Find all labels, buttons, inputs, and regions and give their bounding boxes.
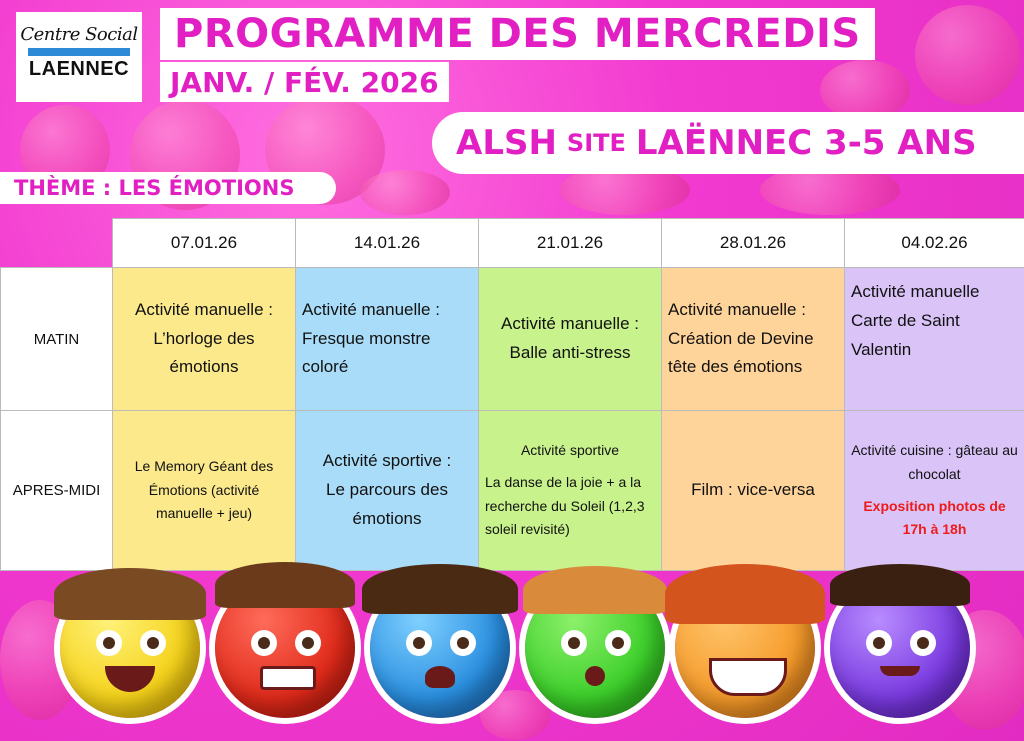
activity-cell <box>845 268 1024 411</box>
activity-type: Activité manuelle : <box>302 299 440 319</box>
activity-title: Création de Devine tête des émotions <box>668 328 814 377</box>
activity-title: Activité cuisine : gâteau au chocolat <box>851 441 1018 482</box>
date-header: 21.01.26 <box>479 219 662 268</box>
activity-cell <box>113 411 296 571</box>
logo-line2: LAENNEC <box>28 58 130 80</box>
disgust-face-icon <box>525 578 665 718</box>
site-banner <box>432 112 1024 174</box>
logo-bar <box>28 48 130 56</box>
background-emoji-bubble <box>915 5 1020 105</box>
subtitle-banner <box>160 62 449 102</box>
table-row-matin <box>1 268 1024 411</box>
activity-cell <box>296 411 479 571</box>
centre-social-logo <box>16 12 142 102</box>
date-header: 28.01.26 <box>662 219 845 268</box>
page-title: PROGRAMME DES MERCREDIS <box>174 11 861 57</box>
activity-title: Film : vice-versa <box>691 480 815 500</box>
site-name: LAËNNEC 3-5 ANS <box>635 123 977 163</box>
activity-title: Carte de Saint Valentin <box>851 310 960 359</box>
anger-face-icon <box>215 578 355 718</box>
theme-label: THÈME : LES ÉMOTIONS <box>14 176 295 200</box>
logo-line1: Centre Social <box>20 24 138 45</box>
row-label-apres-midi: APRES-MIDI <box>1 411 113 571</box>
sadness-face-icon <box>370 578 510 718</box>
exhibition-note: Exposition photos de 17h à 18h <box>863 497 1006 538</box>
activity-cell <box>296 268 479 411</box>
emotion-characters <box>0 566 1024 741</box>
activity-cell <box>662 411 845 571</box>
date-header: 14.01.26 <box>296 219 479 268</box>
background-emoji-bubble <box>820 60 910 120</box>
activity-type: Activité sportive : <box>322 451 452 471</box>
joy-face-icon <box>60 578 200 718</box>
title-banner <box>160 8 875 60</box>
fear-face-icon <box>830 578 970 718</box>
table-header-row <box>1 219 1024 268</box>
activity-type: Activité sportive <box>520 441 620 458</box>
activity-title: Le parcours des émotions <box>326 480 448 528</box>
laugh-face-icon <box>675 578 815 718</box>
theme-banner <box>0 172 336 204</box>
site-alsh: ALSH <box>456 123 557 163</box>
activity-type: Activité manuelle : <box>135 299 273 319</box>
date-header: 07.01.26 <box>113 219 296 268</box>
activity-type: Activité manuelle : <box>501 314 639 334</box>
activity-cell <box>662 268 845 411</box>
activity-title: L’horloge des émotions <box>153 328 255 377</box>
background-emoji-bubble <box>360 170 450 215</box>
row-label-matin: MATIN <box>1 268 113 411</box>
activity-type: Activité manuelle : <box>668 299 806 319</box>
activity-title: Fresque monstre coloré <box>302 328 431 377</box>
table-corner <box>1 219 113 268</box>
activity-title: Balle anti-stress <box>509 343 631 362</box>
site-word: SITE <box>566 129 626 157</box>
page-subtitle: JANV. / FÉV. 2026 <box>170 65 439 99</box>
activity-cell <box>479 268 662 411</box>
date-header: 04.02.26 <box>845 219 1024 268</box>
table-row-apres-midi <box>1 411 1024 571</box>
activity-type: Activité manuelle <box>851 282 980 301</box>
activity-title: Le Memory Géant des Émotions (activité manuelle + jeu) <box>134 457 274 522</box>
activity-cell <box>113 268 296 411</box>
programme-table <box>0 218 1024 571</box>
activity-cell <box>479 411 662 571</box>
activity-cell <box>845 411 1024 571</box>
activity-title: La danse de la joie + a la recherche du Soleil (1,2,3 soleil revisité) <box>485 473 645 538</box>
